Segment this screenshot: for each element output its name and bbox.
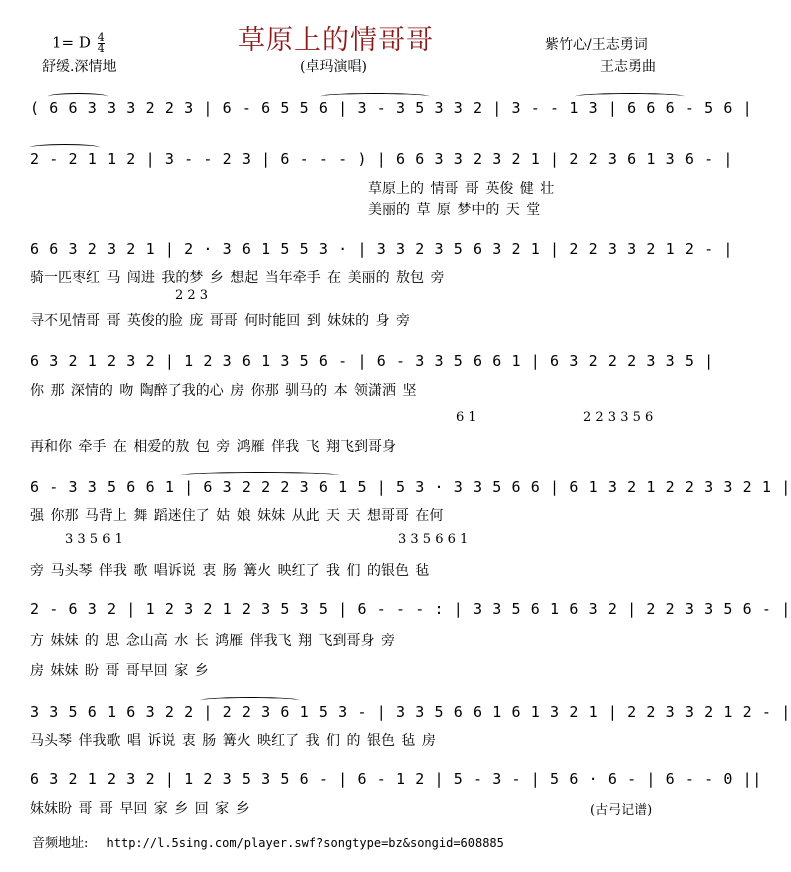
score-row-6: 2 - 6 3 2 | 1 2 3 2 1 2 3 5 3 5 | 6 - - - : | 3 3 5 6 1 6 3 2 | 2 2 3 3 5 6 - | [30, 600, 791, 618]
slur-arc [48, 93, 108, 100]
slur-arc [320, 93, 430, 100]
time-signature-bottom: 4 [97, 42, 105, 55]
slur-arc [200, 697, 300, 704]
lyric-row-3-verse-1: 骑一匹枣红 马 闯进 我的梦 乡 想起 当年牵手 在 美丽的 敖包 旁 [30, 270, 445, 286]
time-signature-top: 4 [97, 31, 105, 44]
alt-notes-row-3: 2 2 3 [175, 288, 209, 303]
composer: 王志勇曲 [600, 59, 656, 75]
lyric-row-6-verse-2: 房 妹妹 盼 哥 哥早回 家 乡 [30, 663, 209, 679]
key-signature [52, 33, 105, 54]
slur-arc [30, 144, 100, 151]
lyric-row-2-verse-2: 美丽的 草 原 梦中的 天 堂 [368, 202, 541, 218]
lyric-row-7: 马头琴 伴我歌 唱 诉说 衷 肠 篝火 映红了 我 们 的 银色 毡 房 [30, 733, 436, 749]
score-row-8: 6 3 2 1 2 3 2 | 1 2 3 5 3 5 6 - | 6 - 1 2 | 5 - 3 - | 5 6 · 6 - | 6 - - 0 || [30, 770, 762, 788]
score-row-4: 6 3 2 1 2 3 2 | 1 2 3 6 1 3 5 6 - | 6 - 3 3 5 6 6 1 | 6 3 2 2 2 3 3 5 | [30, 352, 714, 370]
audio-link-label: 音频地址: [32, 836, 89, 851]
time-signature [98, 33, 105, 54]
lyric-row-5-verse-1: 强 你那 马背上 舞 蹈迷住了 姑 娘 妹妹 从此 天 天 想哥哥 在何 [30, 508, 444, 524]
performer: (卓玛演唱) [300, 59, 367, 75]
score-row-3: 6 6 3 2 3 2 1 | 2 · 3 6 1 5 5 3 · | 3 3 2 3 5 6 3 2 1 | 2 2 3 3 2 1 2 - | [30, 240, 734, 258]
score-row-5: 6 - 3 3 5 6 6 1 | 6 3 2 2 2 3 6 1 5 | 5 3 · 3 3 5 6 6 | 6 1 3 2 1 2 2 3 3 2 1 | [30, 478, 791, 496]
score-row-7: 3 3 5 6 1 6 3 2 2 | 2 2 3 6 1 5 3 - | 3 3 5 6 6 1 6 1 3 2 1 | 2 2 3 3 2 1 2 - | [30, 703, 791, 721]
score-row-2: 2 - 2 1 1 2 | 3 - - 2 3 | 6 - - - ) | 6 6 3 3 2 3 2 1 | 2 2 3 6 1 3 6 - | [30, 150, 734, 168]
slur-arc [180, 472, 340, 479]
lyric-row-5-verse-2: 旁 马头琴 伴我 歌 唱诉说 衷 肠 篝火 映红了 我 们 的银色 毡 [30, 563, 430, 579]
lyricist: 紫竹心/王志勇词 [545, 37, 648, 53]
key-label: 1= D [52, 33, 91, 52]
alt-notes-row-5-b: 3 3 5 6 6 1 [398, 532, 469, 547]
score-row-1: ( 6 6 3 3 3 2 2 3 | 6 - 6 5 5 6 | 3 - 3 5 3 3 2 | 3 - - 1 3 | 6 6 6 - 5 6 | [30, 99, 753, 117]
slur-arc [575, 93, 685, 100]
audio-link-url[interactable]: http://l.5sing.com/player.swf?songtype=bz&songid=608885 [106, 836, 504, 850]
alt-notes-row-5-a: 3 3 5 6 1 [65, 532, 123, 547]
lyric-row-6-verse-1: 方 妹妹 的 思 念山高 水 长 鸿雁 伴我飞 翔 飞到哥身 旁 [30, 633, 395, 649]
lyric-row-3-verse-2: 寻不见情哥 哥 英俊的脸 庞 哥哥 何时能回 到 妹妹的 身 旁 [30, 313, 411, 329]
alt-notes-row-4-a: 6 1 [456, 410, 477, 425]
lyric-row-8: 妹妹盼 哥 哥 早回 家 乡 回 家 乡 [30, 801, 250, 817]
lyric-row-2-verse-1: 草原上的 情哥 哥 英俊 健 壮 [368, 181, 555, 197]
lyric-row-4-verse-1: 你 那 深情的 吻 陶醉了我的心 房 你那 驯马的 本 领潇洒 坚 [30, 383, 417, 399]
transcriber-note: (古弓记谱) [590, 803, 653, 818]
lyric-row-4-verse-2: 再和你 牵手 在 相爱的敖 包 旁 鸿雁 伴我 飞 翔飞到哥身 [30, 439, 397, 455]
song-title: 草原上的情哥哥 [238, 25, 434, 56]
alt-notes-row-4-b: 2 2 3 3 5 6 [583, 410, 654, 425]
tempo-marking: 舒缓.深情地 [42, 59, 117, 75]
audio-link[interactable] [32, 832, 504, 851]
